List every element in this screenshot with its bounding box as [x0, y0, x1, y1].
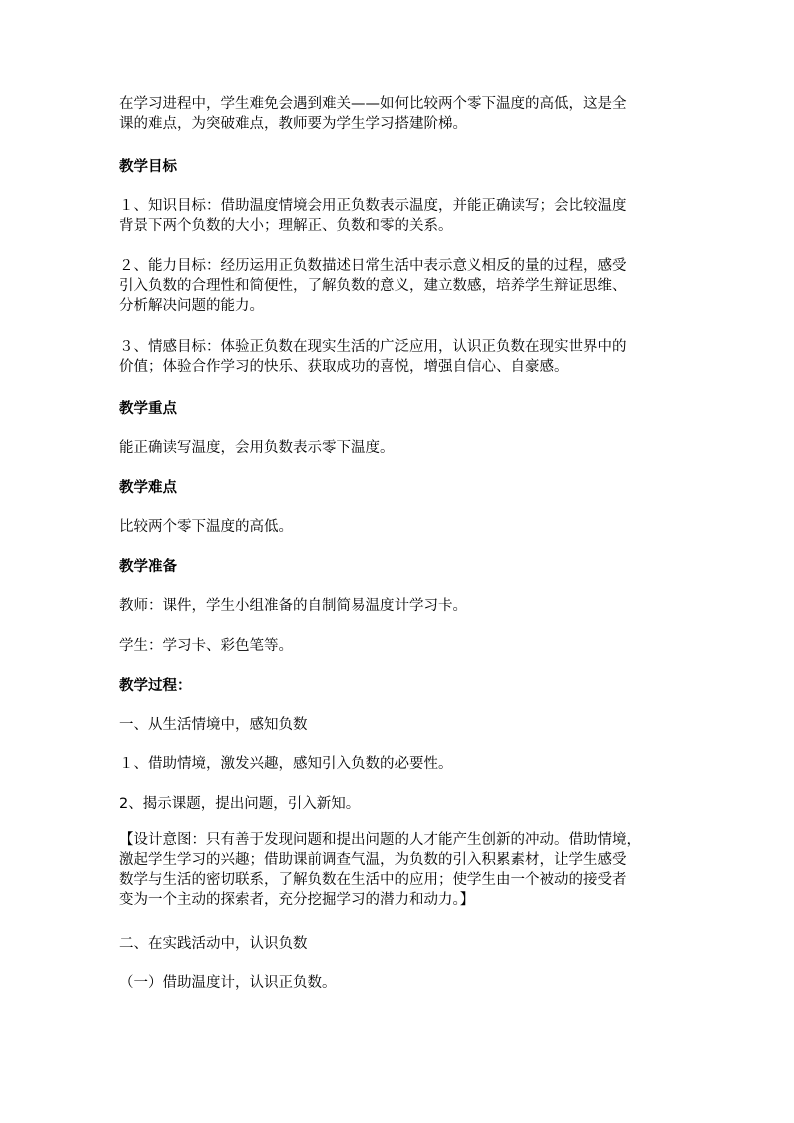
design-intent-paragraph — [119, 830, 679, 910]
text-line: 背景下两个负数的大小；理解正、负数和零的关系。 — [119, 218, 453, 234]
text-line: 课的难点，为突破难点，教师要为学生学习搭建阶梯。 — [119, 116, 467, 132]
intro-paragraph — [119, 94, 679, 134]
process-heading: 教学过程： — [119, 678, 192, 694]
section-heading: 二、在实践活动中，认识负数 — [119, 936, 308, 952]
text-line: ２、能力目标：经历运用正负数描述日常生活中表示意义相反的量的过程，感受 — [119, 258, 627, 274]
key-point-text: 能正确读写温度，会用负数表示零下温度。 — [119, 440, 395, 456]
text-line: 变为一个主动的探索者，充分挖掘学习的潜力和动力。】 — [119, 892, 475, 908]
text-line: ３、情感目标：体验正负数在现实生活的广泛应用，认识正负数在现实世界中的 — [119, 339, 627, 355]
step-item: １、借助情境，激发兴趣，感知引入负数的必要性。 — [119, 756, 453, 772]
objective-emotion — [119, 337, 679, 377]
step-item: 2、揭示课题，提出问题，引入新知。 — [119, 796, 361, 812]
objectives-heading: 教学目标 — [119, 159, 177, 175]
text-line: 分析解决问题的能力。 — [119, 298, 264, 314]
text-line: 引入负数的合理性和简便性，了解负数的意义，建立数感，培养学生辩证思维、 — [119, 278, 627, 294]
section-heading: 一、从生活情境中，感知负数 — [119, 717, 308, 733]
objective-ability — [119, 256, 679, 316]
objective-knowledge — [119, 196, 679, 236]
text-line: 在学习进程中，学生难免会遇到难关——如何比较两个零下温度的高低，这是全 — [119, 96, 627, 112]
text-line: 【设计意图：只有善于发现问题和提出问题的人才能产生创新的冲动。借助情境， — [119, 832, 641, 848]
subsection-heading: （一）借助温度计，认识正负数。 — [119, 975, 337, 991]
teacher-preparation: 教师：课件，学生小组准备的自制简易温度计学习卡。 — [119, 598, 467, 614]
text-line: 价值；体验合作学习的快乐、获取成功的喜悦，增强自信心、自豪感。 — [119, 359, 569, 375]
difficulty-heading: 教学难点 — [119, 480, 177, 496]
text-line: 激起学生学习的兴趣；借助课前调查气温，为负数的引入积累素材，让学生感受 — [119, 852, 627, 868]
difficulty-text: 比较两个零下温度的高低。 — [119, 519, 293, 535]
text-line: １、知识目标：借助温度情境会用正负数表示温度，并能正确读写；会比较温度 — [119, 198, 627, 214]
key-point-heading: 教学重点 — [119, 401, 177, 417]
preparation-heading: 教学准备 — [119, 559, 177, 575]
student-preparation: 学生：学习卡、彩色笔等。 — [119, 638, 293, 654]
text-line: 数学与生活的密切联系，了解负数在生活中的应用；使学生由一个被动的接受者 — [119, 872, 627, 888]
